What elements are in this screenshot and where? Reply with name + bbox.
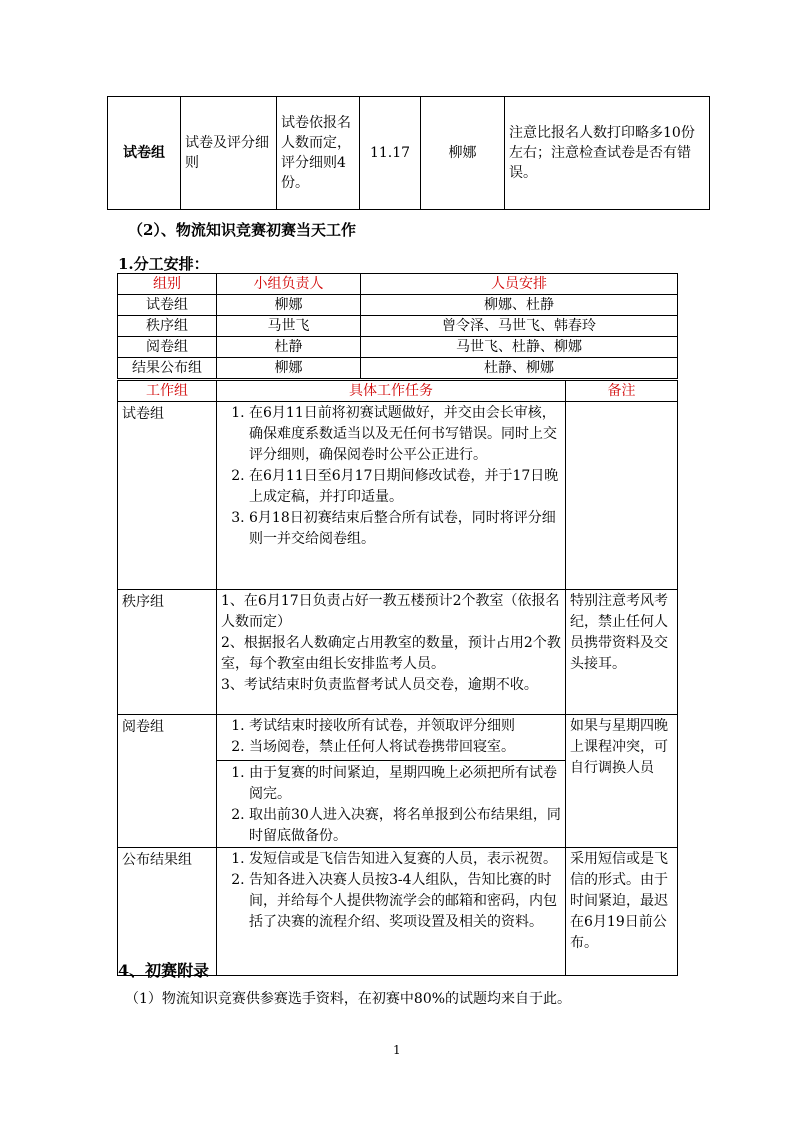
- task-header-group: 工作组: [118, 381, 217, 402]
- grading-tasks: [217, 715, 566, 848]
- exam-tasks: [217, 402, 566, 590]
- publish-tasks: [217, 848, 566, 976]
- task-group-order: 秩序组: [118, 590, 217, 715]
- publish-note: 采用短信或是飞信的形式。由于时间紧迫，最迟在6月19日前公布。: [566, 848, 678, 976]
- staff-header-leader: 小组负责人: [217, 274, 361, 295]
- grading-note: 如果与星期四晚上课程冲突，可自行调换人员: [566, 715, 678, 848]
- list-item: 2. 告知各进入决赛人员按3-4人组队，告知比赛的时间，并给每个人提供物流学会的邮箱和密码，内包括了决赛的流程介绍、奖项设置及相关的资料。: [249, 870, 561, 933]
- staff-cell: 曾令泽、马世飞、韩春玲: [361, 316, 678, 337]
- grading-divider: [217, 760, 565, 847]
- top-person: 柳娜: [421, 97, 505, 210]
- list-item: 2、根据报名人数确定占用教室的数量，预计占用2个教室，每个教室由组长安排监考人员。: [221, 635, 561, 672]
- top-group: 试卷组: [108, 97, 181, 210]
- top-quantity: 试卷依报名人数而定，评分细则4份。: [277, 97, 360, 210]
- list-item: 1. 考试结束时接收所有试卷，并领取评分细则: [249, 716, 561, 737]
- order-note: 特别注意考风考纪，禁止任何人员携带资料及交头接耳。: [566, 590, 678, 715]
- page-number: 1: [393, 1043, 401, 1057]
- exam-note: [566, 402, 678, 590]
- staff-cell: 结果公布组: [118, 358, 217, 379]
- staff-cell: 马世飞: [217, 316, 361, 337]
- staff-cell: 秩序组: [118, 316, 217, 337]
- task-table: [117, 380, 678, 976]
- list-item: 2. 在6月11日至6月17日期间修改试卷，并于17日晚上成定稿，并打印适量。: [249, 466, 561, 508]
- list-item: 2. 取出前30人进入决赛，将名单报到公布结果组，同时留底做备份。: [249, 805, 561, 847]
- section-heading-2: （2）、物流知识竞赛初赛当天工作: [128, 221, 356, 239]
- staff-cell: 阅卷组: [118, 337, 217, 358]
- top-date: 11.17: [360, 97, 421, 210]
- task-header-note: 备注: [566, 381, 678, 402]
- section-heading-4: 4、初赛附录: [118, 961, 210, 980]
- staff-cell: 马世飞、杜静、柳娜: [361, 337, 678, 358]
- list-item: 1. 发短信或是飞信告知进入复赛的人员，表示祝贺。: [249, 849, 561, 870]
- staff-cell: 柳娜: [217, 295, 361, 316]
- task-group-grading: 阅卷组: [118, 715, 217, 848]
- list-item: 3、考试结束时负责监督考试人员交卷，逾期不收。: [221, 677, 538, 693]
- division-heading: 1.分工安排：: [118, 255, 209, 273]
- top-item: 试卷及评分细则: [181, 97, 277, 210]
- task-group-publish: 公布结果组: [118, 848, 217, 976]
- order-tasks: [217, 590, 566, 715]
- staff-cell: 试卷组: [118, 295, 217, 316]
- staff-table: [117, 273, 678, 379]
- list-item: 2. 当场阅卷，禁止任何人将试卷携带回寝室。: [249, 737, 561, 758]
- list-item: 1. 在6月11日前将初赛试题做好，并交由会长审核，确保难度系数适当以及无任何书写错误。同时上交评分细则，确保阅卷时公平公正进行。: [249, 403, 561, 466]
- top-table: [107, 96, 710, 210]
- top-note: 注意比报名人数打印略多10份左右；注意检查试卷是否有错误。: [505, 97, 710, 210]
- staff-cell: 柳娜: [217, 358, 361, 379]
- appendix-line: （1）物流知识竞赛供参赛选手资料，在初赛中80%的试题均来自于此。: [125, 991, 572, 1007]
- staff-cell: 杜静: [217, 337, 361, 358]
- staff-header-group: 组别: [118, 274, 217, 295]
- task-group-exam: 试卷组: [118, 402, 217, 590]
- list-item: 3. 6月18日初赛结束后整合所有试卷，同时将评分细则一并交给阅卷组。: [249, 508, 561, 550]
- staff-cell: 柳娜、杜静: [361, 295, 678, 316]
- list-item: 1、在6月17日负责占好一教五楼预计2个教室（依报名人数而定）: [221, 593, 560, 630]
- list-item: 1. 由于复赛的时间紧迫，星期四晚上必须把所有试卷阅完。: [249, 763, 561, 805]
- task-header-tasks: 具体工作任务: [217, 381, 566, 402]
- staff-cell: 杜静、柳娜: [361, 358, 678, 379]
- staff-header-members: 人员安排: [361, 274, 678, 295]
